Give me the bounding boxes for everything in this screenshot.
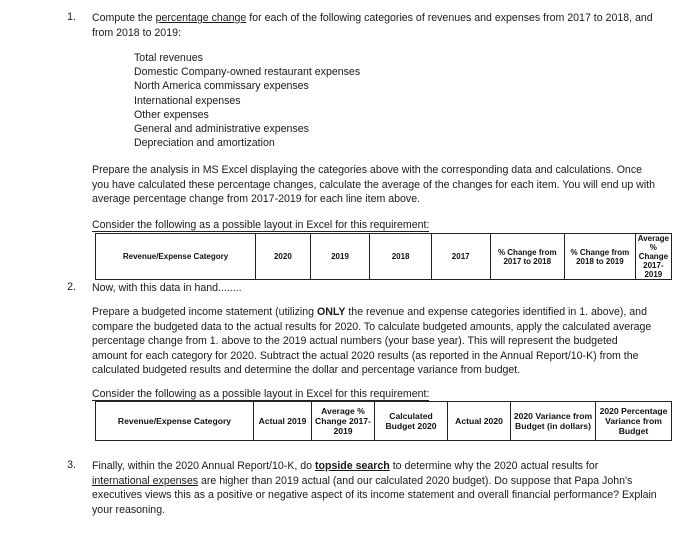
list-item: Total revenues xyxy=(134,52,203,64)
q1-instruction xyxy=(92,11,692,40)
table-header-cell: 2020 xyxy=(256,234,311,280)
q2-layout-caption: Consider the following as a possible layout in Excel for this requirement: xyxy=(92,388,430,400)
q3-international-expenses-term: international expenses xyxy=(92,474,199,487)
q1-text-line2: from 2018 to 2019: xyxy=(92,26,181,39)
q1-text-pre: Compute the xyxy=(92,12,156,24)
table-row xyxy=(96,402,672,441)
q3-text-post: to determine why the 2020 actual results for xyxy=(389,460,599,472)
list-item: North America commissary expenses xyxy=(134,80,309,93)
q1-category-list xyxy=(134,51,360,150)
q2-paragraph-line: percentage change from 1. above to the 2019 actual numbers (your base year). This will represent the budgeted xyxy=(92,335,618,347)
q1-prepare-line: you have calculated these percentage changes, calculate the average of the changes for each item. You will end up with xyxy=(92,178,656,191)
table-header-cell: 2018 xyxy=(370,234,432,280)
table-header-cell: Revenue/Expense Category xyxy=(96,234,256,280)
q3-paragraph xyxy=(92,459,692,517)
list-item: Other expenses xyxy=(134,108,209,121)
q3-text-line2: are higher than 2019 actual (and our calculated 2020 budget). Do suppose that Papa John's xyxy=(198,474,633,487)
q2-text-post: the revenue and expense categories identified in 1. above), and xyxy=(345,306,647,318)
q1-text-post: for each of the following categories of revenues and expenses from 2017 to 2018, and xyxy=(246,12,653,24)
table-header-cell: 2017 xyxy=(431,234,490,280)
q3-number: 3. xyxy=(67,459,76,471)
table-header-cell: Actual 2020 xyxy=(448,402,511,441)
list-item: International expenses xyxy=(134,94,241,107)
q2-text-pre: Prepare a budgeted income statement (utilizing xyxy=(92,306,317,318)
q2-only-emphasis: ONLY xyxy=(316,306,346,318)
table-header-cell: Revenue/Expense Category xyxy=(96,402,254,441)
q2-paragraph-line: compare the budgeted data to the actual results for 2020. To calculate budgeted amounts, apply the calculated average xyxy=(92,320,652,333)
q1-prepare-line: Prepare the analysis in MS Excel displaying the categories above with the corresponding data and calculations. Once xyxy=(92,164,643,176)
list-item: Depreciation and amortization xyxy=(134,137,275,150)
q1-prepare-paragraph xyxy=(92,163,692,207)
table-header-cell: 2020 Variance from Budget (in dollars) xyxy=(511,402,596,441)
q1-number: 1. xyxy=(67,11,76,23)
list-item: General and administrative expenses xyxy=(134,123,309,136)
q2-paragraph-line: calculated budgeted results and determine the dollar and percentage variance from budget. xyxy=(92,364,521,376)
q3-text-pre: Finally, within the 2020 Annual Report/10-K, do xyxy=(92,460,315,472)
table-header-cell: 2019 xyxy=(310,234,370,280)
list-item: Domestic Company-owned restaurant expenses xyxy=(134,66,361,79)
q2-intro: Now, with this data in hand........ xyxy=(92,282,242,294)
q2-layout-table xyxy=(95,401,672,441)
q3-text-line3: executives views this as a positive or negative aspect of its income statement and overall financial performance? Explain xyxy=(92,489,657,501)
table-header-cell: % Change from 2017 to 2018 xyxy=(490,234,565,280)
q1-layout-caption: Consider the following as a possible layout in Excel for this requirement: xyxy=(92,219,430,231)
q2-paragraph xyxy=(92,305,692,378)
q3-text-line4: your reasoning. xyxy=(92,503,166,516)
q3-topside-search-term: topside search xyxy=(315,460,390,472)
table-header-cell: Average % Change 2017-2019 xyxy=(635,234,671,280)
table-header-cell: Calculated Budget 2020 xyxy=(375,402,448,441)
q2-paragraph-line: amount for each category for 2020. Subtract the actual 2020 results (as reported in the Annual Report/10-K) from the xyxy=(92,349,639,362)
q1-prepare-line: average percentage change from 2017-2019 for each line item above. xyxy=(92,193,421,205)
q1-percentage-change-term: percentage change xyxy=(155,12,247,24)
table-header-cell: Actual 2019 xyxy=(254,402,312,441)
table-header-cell: 2020 Percentage Variance from Budget xyxy=(596,402,672,441)
table-header-cell: % Change from 2018 to 2019 xyxy=(565,234,636,280)
table-row xyxy=(96,234,672,280)
q2-number: 2. xyxy=(67,281,76,293)
q1-layout-table xyxy=(95,233,672,280)
table-header-cell: Average % Change 2017-2019 xyxy=(312,402,375,441)
